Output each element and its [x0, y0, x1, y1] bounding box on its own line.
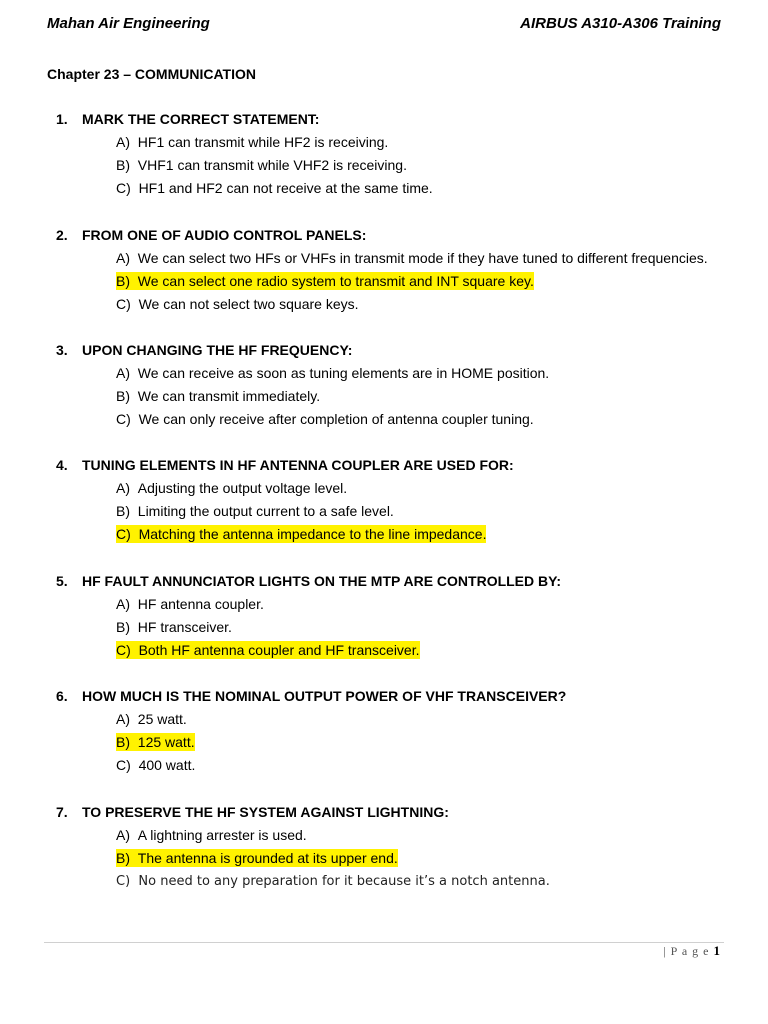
question-text: HF FAULT ANNUNCIATOR LIGHTS ON THE MTP ARE CONTROLLED BY: [82, 573, 562, 589]
header-company: Mahan Air Engineering [47, 15, 210, 32]
question-text: TUNING ELEMENTS IN HF ANTENNA COUPLER ARE USED FOR: [82, 457, 514, 473]
answer-option-a: A) 25 watt. [116, 711, 187, 727]
answer-option-a: A) Adjusting the output voltage level. [116, 480, 348, 496]
question-prompt [56, 685, 756, 708]
question-number: 3. [56, 342, 68, 358]
question-text: MARK THE CORRECT STATEMENT: [82, 111, 320, 127]
answer-option-b: B) We can transmit immediately. [116, 388, 321, 404]
question-1 [56, 108, 756, 200]
answer-option-c: C) No need to any preparation for it because it’s a notch antenna. [116, 874, 550, 889]
answer-option-c: C) We can not select two square keys. [116, 296, 359, 312]
page-number: 1 [713, 943, 721, 958]
answer-option-c: C) HF1 and HF2 can not receive at the same time. [116, 180, 433, 196]
header-course: AIRBUS A310-A306 Training [520, 15, 721, 32]
question-text: UPON CHANGING THE HF FREQUENCY: [82, 342, 353, 358]
answer-option-a: A) HF1 can transmit while HF2 is receiving. [116, 134, 389, 150]
answer-option-c-correct: C) Matching the antenna impedance to the line impedance. [116, 526, 487, 542]
answer-option-a: A) We can select two HFs or VHFs in transmit mode if they have tuned to different frequencies. [116, 250, 708, 266]
question-prompt [56, 339, 756, 362]
question-5 [56, 570, 756, 662]
answer-option-b: B) Limiting the output current to a safe level. [116, 503, 394, 519]
question-2 [56, 224, 756, 316]
question-number: 1. [56, 111, 68, 127]
answer-option-a: A) HF antenna coupler. [116, 596, 264, 612]
answer-option-a: A) A lightning arrester is used. [116, 827, 307, 843]
page-label: | P a g e [663, 944, 714, 958]
question-prompt [56, 801, 756, 824]
question-number: 2. [56, 227, 68, 243]
answer-option-b-correct: B) The antenna is grounded at its upper end. [116, 850, 398, 866]
question-7 [56, 801, 756, 893]
question-number: 7. [56, 804, 68, 820]
question-number: 6. [56, 688, 68, 704]
question-text: HOW MUCH IS THE NOMINAL OUTPUT POWER OF VHF TRANSCEIVER? [82, 688, 567, 704]
question-4 [56, 454, 756, 546]
answer-option-c: C) 400 watt. [116, 757, 196, 773]
question-number: 4. [56, 457, 68, 473]
answer-option-c-correct: C) Both HF antenna coupler and HF transceiver. [116, 642, 420, 658]
question-prompt [56, 224, 756, 247]
page-footer [663, 943, 721, 959]
question-prompt [56, 454, 756, 477]
question-number: 5. [56, 573, 68, 589]
answer-option-b: B) VHF1 can transmit while VHF2 is receiving. [116, 157, 407, 173]
question-prompt [56, 108, 756, 131]
question-6 [56, 685, 756, 777]
answer-option-b-correct: B) 125 watt. [116, 734, 195, 750]
question-text: TO PRESERVE THE HF SYSTEM AGAINST LIGHTNING: [82, 804, 449, 820]
answer-option-b: B) HF transceiver. [116, 619, 232, 635]
answer-option-b-correct: B) We can select one radio system to transmit and INT square key. [116, 273, 534, 289]
question-text: FROM ONE OF AUDIO CONTROL PANELS: [82, 227, 367, 243]
question-3 [56, 339, 756, 431]
footer-divider [44, 942, 724, 943]
question-prompt [56, 570, 756, 593]
answer-option-c: C) We can only receive after completion of antenna coupler tuning. [116, 411, 534, 427]
answer-option-a: A) We can receive as soon as tuning elements are in HOME position. [116, 365, 550, 381]
chapter-title: Chapter 23 – COMMUNICATION [47, 66, 256, 82]
